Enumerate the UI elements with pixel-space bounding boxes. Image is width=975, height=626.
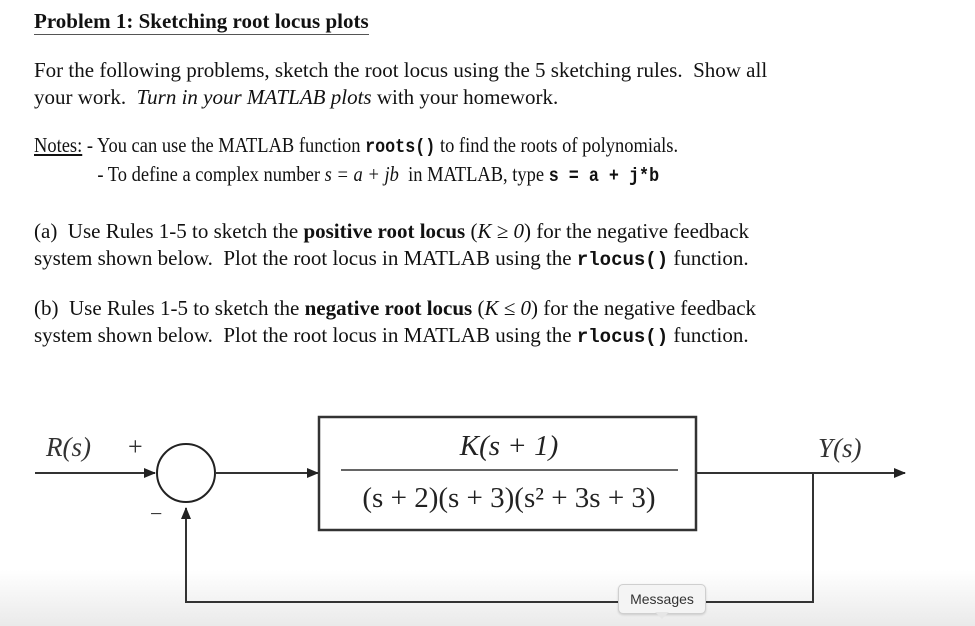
part-b-bold: negative root locus xyxy=(304,296,473,320)
part-b-code: rlocus() xyxy=(576,326,669,348)
output-label: Y(s) xyxy=(818,433,862,463)
note-2-text: - To define a complex number xyxy=(97,162,325,186)
note-2-code: s = a + j*b xyxy=(548,165,660,187)
minus-sign: − xyxy=(150,501,163,526)
part-a-code: rlocus() xyxy=(576,249,669,271)
transfer-denominator: (s + 2)(s + 3)(s² + 3s + 3) xyxy=(362,482,656,514)
tooltip-pointer xyxy=(655,612,669,619)
plus-sign: + xyxy=(128,432,143,461)
note-1-text-end: to find the roots of polynomials. xyxy=(435,133,679,157)
part-b-math: K ≤ 0 xyxy=(484,296,532,320)
part-b-text: (b) Use Rules 1-5 to sketch the xyxy=(34,296,305,320)
intro-text: your work. xyxy=(34,85,137,109)
transfer-numerator: K(s + 1) xyxy=(459,430,559,462)
summing-junction xyxy=(157,444,215,502)
input-label: R(s) xyxy=(46,432,91,462)
note-2-math: s = a + jb xyxy=(324,162,399,186)
part-b-text-end: ) for the negative feedback xyxy=(531,296,757,320)
messages-tooltip[interactable]: Messages xyxy=(618,584,706,614)
part-a-line-2-text: system shown below. Plot the root locus in MATLAB using the xyxy=(34,246,577,270)
note-1-text: - You can use the MATLAB function xyxy=(82,133,366,157)
part-a-bold: positive root locus xyxy=(303,219,466,243)
note-2-text-mid: in MATLAB, type xyxy=(398,162,549,186)
part-a-line-2-end: function. xyxy=(668,246,749,270)
part-a-math: K ≥ 0 xyxy=(477,219,525,243)
intro-line-1: For the following problems, sketch the root locus using the 5 sketching rules. Show all xyxy=(34,58,768,82)
intro-italic: Turn in your MATLAB plots xyxy=(136,85,372,109)
part-a-text: (a) Use Rules 1-5 to sketch the xyxy=(34,219,304,243)
notes-label: Notes: xyxy=(34,133,83,157)
intro-text-end: with your homework. xyxy=(371,85,559,109)
part-b-line-2-text: system shown below. Plot the root locus in MATLAB using the xyxy=(34,323,577,347)
part-b-paren: ( xyxy=(472,296,485,320)
part-a-paren: ( xyxy=(465,219,478,243)
part-a-text-end: ) for the negative feedback xyxy=(524,219,750,243)
note-1-code: roots() xyxy=(365,136,436,158)
part-b-line-2-end: function. xyxy=(668,323,749,347)
problem-heading: Problem 1: Sketching root locus plots xyxy=(34,9,369,33)
